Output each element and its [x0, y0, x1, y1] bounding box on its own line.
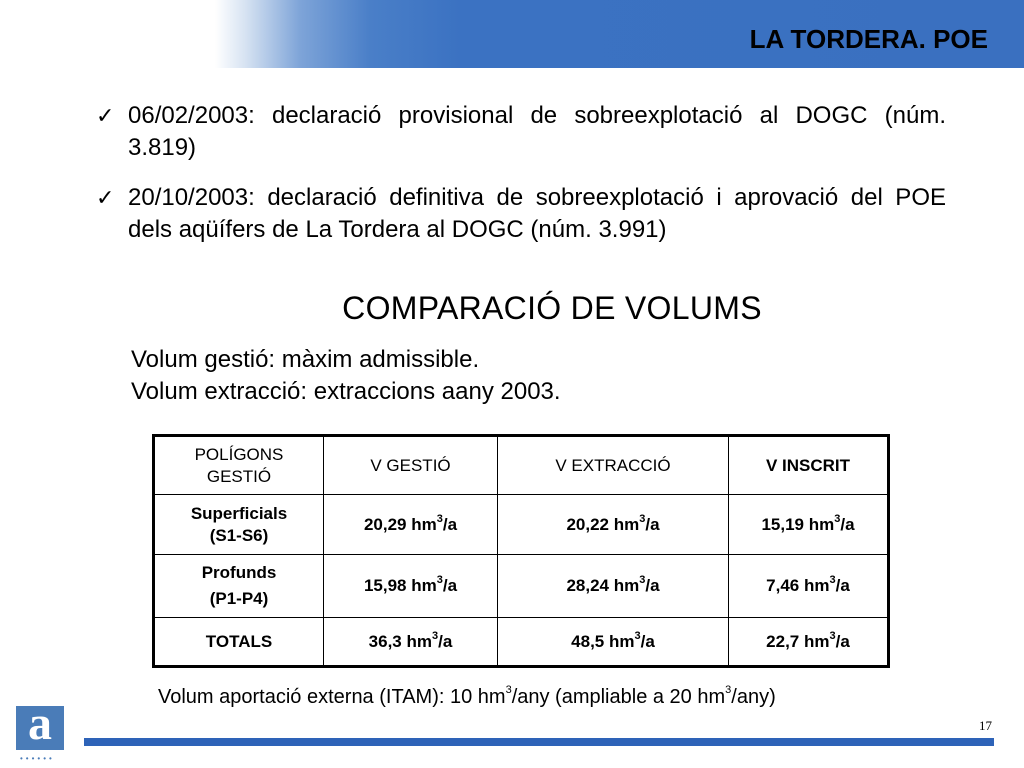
checkmark-icon: ✓: [96, 185, 115, 210]
bullet-item: [96, 182, 946, 246]
bullet-item: [96, 100, 946, 164]
cell-v-extraccio: 28,24 $hm^3/a$: [498, 555, 729, 618]
table-row-totals: [154, 618, 889, 667]
definition-extraccio: Volum extracció: extraccions aany 2003.: [131, 378, 561, 405]
table-row: [154, 555, 889, 618]
table-header-row: [154, 436, 889, 495]
bottom-bar: [84, 738, 994, 746]
external-supply-note: Volum aportació externa (ITAM): 10 $hm^3$/any (ampliable a 20 $hm^3/any$): [158, 684, 776, 708]
slide-title: LA TORDERA. POE: [749, 24, 988, 54]
row-label: TOTALS: [154, 618, 324, 667]
table-row: [154, 495, 889, 555]
header-poligons: POLÍGONS GESTIÓ: [154, 436, 324, 495]
cell-v-inscrit: 22,7 $hm^3/a$: [729, 618, 889, 667]
cell-v-gestio: 36,3 $hm^3/a$: [324, 618, 498, 667]
cell-v-gestio: 20,29 $hm^3/a$: [324, 495, 498, 555]
logo-letter-icon: a: [28, 697, 52, 750]
volumes-table: [152, 434, 890, 668]
definition-gestio: Volum gestió: màxim admissible.: [131, 346, 480, 373]
cell-v-gestio: 15,98 $hm^3/a$: [324, 555, 498, 618]
cell-v-extraccio: 20,22 $hm^3/a$: [498, 495, 729, 555]
header-v-inscrit: V INSCRIT: [729, 436, 889, 495]
definitions: [131, 344, 561, 408]
logo-dots: ••••••: [20, 754, 55, 763]
bullet-date: 20/10/2003: [128, 184, 249, 211]
cell-v-inscrit: 7,46 $hm^3/a$: [729, 555, 889, 618]
section-title: COMPARACIÓ DE VOLUMS: [342, 290, 762, 326]
row-label: Profunds (P1-P4): [154, 555, 324, 618]
page-number: 17: [979, 718, 992, 733]
row-label: Superficials (S1-S6): [154, 495, 324, 555]
cell-v-extraccio: 48,5 $hm^3/a$: [498, 618, 729, 667]
bullet-text: : declaració definitiva de sobreexplotació i aprovació del POE dels aqüífers de La Tordera al DOGC (núm. 3.991): [128, 184, 946, 243]
header-v-extraccio: V EXTRACCIÓ: [498, 436, 729, 495]
bullet-text: : declaració provisional de sobreexplotació al DOGC (núm. 3.819): [128, 102, 946, 161]
checkmark-icon: ✓: [96, 103, 115, 128]
cell-v-inscrit: 15,19 $hm^3/a$: [729, 495, 889, 555]
agency-logo: [14, 697, 66, 763]
header-v-gestio: V GESTIÓ: [324, 436, 498, 495]
bullet-date: 06/02/2003: [128, 102, 249, 129]
bullet-list: [96, 100, 946, 264]
